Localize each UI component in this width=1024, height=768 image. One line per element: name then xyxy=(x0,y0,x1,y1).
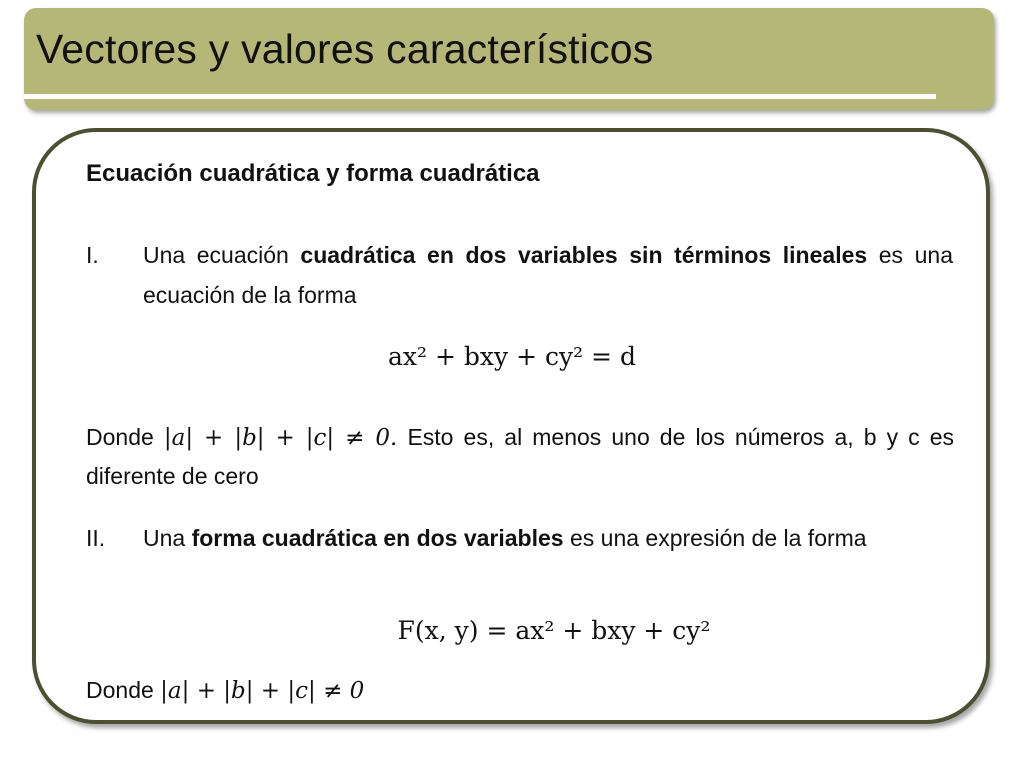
title-bar xyxy=(24,8,994,110)
item-2-text-after: es una expresión de la forma xyxy=(563,525,867,551)
note-2-prefix: Donde xyxy=(86,677,161,703)
note-1-prefix: Donde xyxy=(86,424,164,450)
section-heading: Ecuación cuadrática y forma cuadrática xyxy=(86,160,540,187)
slide-title: Vectores y valores característicos xyxy=(36,26,654,72)
equation-1: ax² + bxy + cy² = d xyxy=(388,342,636,371)
title-underline xyxy=(24,94,936,99)
note-1 xyxy=(86,418,954,495)
item-2-text-bold: forma cuadrática en dos variables xyxy=(191,525,564,551)
note-2-math: |a| + |b| + |c| ≠ 0 xyxy=(160,678,365,704)
item-1-text-before: Una ecuación xyxy=(143,242,301,268)
note-1-math: |a| + |b| + |c| ≠ 0. xyxy=(163,425,398,451)
item-1-text-bold: cuadrática en dos variables sin términos lineales xyxy=(300,242,868,268)
equation-2: F(x, y) = ax² + bxy + cy² xyxy=(397,616,711,645)
item-number-1: I. xyxy=(86,242,99,268)
note-2 xyxy=(86,671,954,710)
note-1-suffix: Esto es, al menos uno de los números a, b y c es diferente de cero xyxy=(86,424,955,489)
item-1-text-after: es una ecuación de la forma xyxy=(143,242,953,308)
item-number-2: II. xyxy=(86,525,106,551)
item-text-1 xyxy=(143,235,953,315)
item-text-2 xyxy=(143,518,953,558)
item-2-text-before: Una xyxy=(143,525,192,551)
